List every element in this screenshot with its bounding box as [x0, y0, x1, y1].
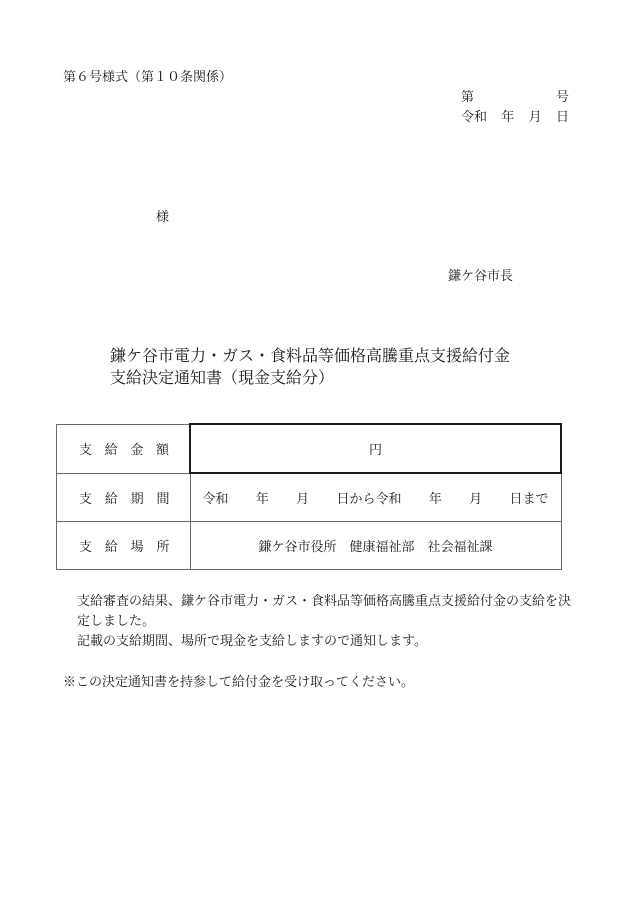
notice-body	[63, 592, 583, 652]
amount-value-cell	[190, 424, 561, 473]
form-number: 第６号様式（第１０条関係）	[63, 70, 233, 85]
period-label: 支 給 期 間	[79, 491, 170, 507]
place-row	[57, 522, 562, 570]
document-date	[461, 106, 569, 125]
place-label-cell	[57, 522, 191, 570]
date-day: 日	[555, 110, 569, 125]
doc-number-suffix: 号	[555, 90, 569, 105]
addressee-honorific: 様	[156, 210, 170, 225]
notice-note: ※この決定通知書を持参して給付金を受け取ってください。	[63, 675, 415, 690]
amount-label-cell	[57, 424, 191, 473]
date-month: 月	[528, 110, 542, 125]
amount-row	[57, 424, 562, 473]
title-line-1: 鎌ケ谷市電力・ガス・食料品等価格高騰重点支援給付金	[110, 346, 511, 365]
doc-number-prefix: 第	[461, 90, 475, 105]
date-era: 令和	[461, 110, 488, 125]
period-value-cell	[190, 473, 561, 522]
payment-info-table	[56, 423, 562, 570]
title-line-2: 支給決定通知書（現金支給分）	[110, 368, 335, 387]
notice-paragraph-1: 支給審査の結果、鎌ケ谷市電力・ガス・食料品等価格高騰重点支援給付金の支給を決定しました。	[77, 594, 572, 629]
place-value: 鎌ケ谷市役所 健康福祉部 社会福祉課	[258, 540, 493, 555]
amount-yen-unit: 円	[368, 443, 382, 458]
period-row	[57, 473, 562, 522]
document-number	[461, 86, 569, 105]
notice-paragraph-2: 記載の支給期間、場所で現金を支給しますので通知します。	[77, 634, 427, 649]
period-label-cell	[57, 473, 191, 522]
document-title	[110, 345, 510, 389]
place-value-cell	[190, 522, 561, 570]
date-year: 年	[501, 110, 515, 125]
place-label: 支 給 場 所	[79, 540, 170, 555]
amount-label: 支 給 金 額	[79, 443, 169, 458]
issuer-name: 鎌ケ谷市長	[448, 269, 514, 284]
period-value: 令和 年 月 日から令和 年 月 日まで	[202, 492, 549, 507]
